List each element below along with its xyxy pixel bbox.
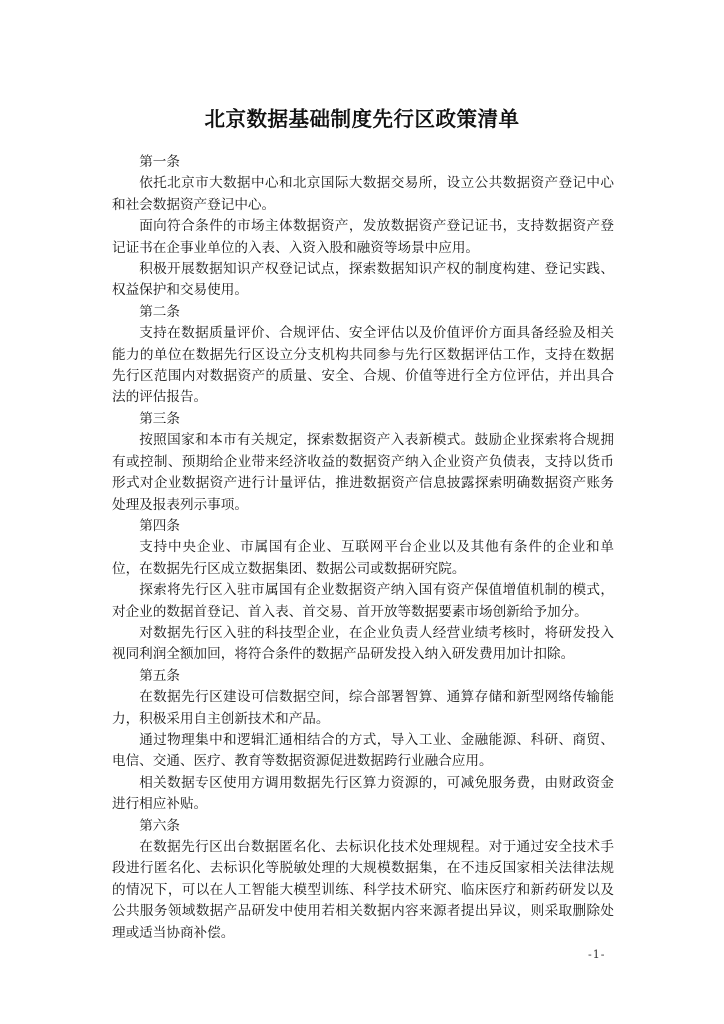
article-paragraph: 依托北京市大数据中心和北京国际大数据交易所，设立公共数据资产登记中心和社会数据资产登记中心。 bbox=[112, 175, 614, 213]
article-heading: 第六条 bbox=[139, 817, 180, 834]
article-paragraph: 对数据先行区入驻的科技型企业，在企业负责人经营业绩考核时，将研发投入视同利润全额加回，将符合条件的数据产品研发投入纳入研发费用加计扣除。 bbox=[112, 624, 614, 663]
article-heading: 第五条 bbox=[139, 667, 180, 684]
article-paragraph: 在数据先行区建设可信数据空间，综合部署智算、通算存储和新型网络传输能力，积极采用自主创新技术和产品。 bbox=[112, 689, 614, 727]
article-paragraph: 通过物理集中和逻辑汇通相结合的方式，导入工业、金融能源、科研、商贸、电信、交通、医疗、教育等数据资源促进数据跨行业融合应用。 bbox=[112, 731, 614, 770]
article-heading: 第一条 bbox=[139, 154, 180, 170]
article-heading: 第三条 bbox=[139, 410, 180, 427]
article-paragraph: 支持中央企业、市属国有企业、互联网平台企业以及其他有条件的企业和单位，在数据先行区成立数据集团、数据公司或数据研究院。 bbox=[112, 539, 614, 577]
article-paragraph: 支持在数据质量评价、合规评估、安全评估以及价值评价方面具备经验及相关能力的单位在数据先行区设立分支机构共同参与先行区数据评估工作，支持在数据先行区范围内对数据资产的质量、安全、合规、价值等进行全方位评估，并出具合法的评估报告。 bbox=[112, 325, 614, 406]
article-paragraph: 积极开展数据知识产权登记试点，探索数据知识产权的制度构建、登记实践、权益保护和交易使用。 bbox=[112, 261, 614, 299]
article-heading: 第四条 bbox=[139, 517, 180, 534]
article-paragraph: 相关数据专区使用方调用数据先行区算力资源的，可减免服务费，由财政资金进行相应补贴。 bbox=[112, 774, 614, 813]
article-paragraph: 在数据先行区出台数据匿名化、去标识化技术处理规程。对于通过安全技术手段进行匿名化、去标识化等脱敏处理的大规模数据集，在不违反国家相关法律法规的情况下，可以在人工智能大模型训练、科学技术研究、临床医疗和新药研发以及公共服务领域数据产品研发中使用若相关数据内容来源者提出异议，则采取删除处理或适当协商补偿。 bbox=[112, 839, 614, 941]
article-paragraph: 按照国家和本市有关规定，探索数据资产入表新模式。鼓励企业探索将合规拥有或控制、预期给企业带来经济收益的数据资产纳入企业资产负债表，支持以货币形式对企业数据资产进行计量评估，推进数据资产信息披露探索明确数据资产账务处理及报表列示事项。 bbox=[112, 432, 614, 513]
page-number: -1- bbox=[588, 948, 606, 961]
article-paragraph: 探索将先行区入驻市属国有企业数据资产纳入国有资产保值增值机制的模式，对企业的数据首登记、首入表、首交易、首开放等数据要素市场创新给予加分。 bbox=[112, 582, 614, 620]
document-body bbox=[112, 152, 614, 944]
document-title: 北京数据基础制度先行区政策清单 bbox=[204, 107, 520, 131]
article-heading: 第二条 bbox=[139, 303, 180, 320]
article-paragraph: 面向符合条件的市场主体数据资产，发放数据资产登记证书，支持数据资产登记证书在企事业单位的入表、入资入股和融资等场景中应用。 bbox=[112, 218, 614, 256]
